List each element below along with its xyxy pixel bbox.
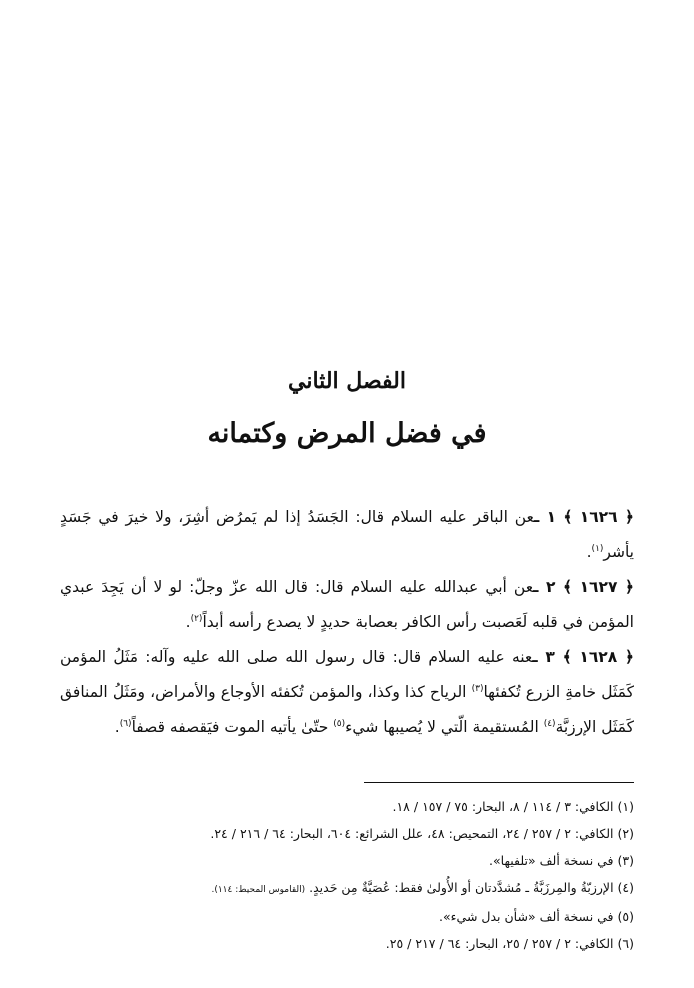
hadith-text: عن الباقر عليه السلام قال: الجَسَدُ إذا لم يَمرُض أشِرَ، ولا خيرَ في جَسَدٍ يأشر <box>60 508 634 561</box>
hadith-text: المُستقيمة الّتي لا يُصيبها شيء <box>345 718 544 736</box>
footnote-2: (٢) الكافي: ٢ / ٢٥٧ / ٢٤، التمحيص: ٤٨، علل الشرائع: ٦٠٤، البحار: ٦٤ / ٢١٦ / ٢٤. <box>210 826 634 841</box>
footnote-4 <box>60 876 634 902</box>
footnote-4-text: (٤) الإرزبّةُ والمِرزَبَّةُ ـ مُشدَّدتان أو الأُولىٰ فقط: عُصَيَّةٌ مِن حَديدٍ. <box>309 880 634 895</box>
hadith-text: الرياح كذا وكذا، والمؤمن تُكفئه الأوجاع والأمراض، ومَثَلُ المنافق كَمَثَل الإرزبَّة <box>60 683 634 736</box>
footnote-ref: (٢) <box>190 613 203 624</box>
hadith-1627 <box>60 570 634 640</box>
hadith-text: عنه عليه السلام قال: قال رسول الله صلى الله عليه وآله: مَثَلُ المؤمن كَمَثَل خامةِ الزرع تُكفئها <box>60 648 634 701</box>
hadith-tail: . <box>586 543 592 561</box>
hadith-text: عن أبي عبدالله عليه السلام قال: قال الله عزّ وجلّ: لو لا أن يَجِدَ عبدي المؤمن في قلبه لَعَصبت رأس الكافر بعصابة حديدٍ لا يصدع رأسه أبداً <box>60 578 634 631</box>
footnotes <box>60 795 634 959</box>
hadith-number: ﴿ ١٦٢٦ ﴾ ١ ـ <box>534 508 634 526</box>
footnote-ref: (١) <box>591 543 604 554</box>
footnote-6: (٦) الكافي: ٢ / ٢٥٧ / ٢٥، البحار: ٦٤ / ٢١٧ / ٢٥. <box>385 936 634 951</box>
chapter-label: الفصل الثاني <box>288 368 406 394</box>
footnote-3: (٣) في نسخة ألف «تلفيها». <box>489 853 634 868</box>
footnote-ref: (٤) <box>543 718 556 729</box>
footnote-divider <box>364 782 634 783</box>
hadith-text: حتّىٰ يأتيه الموت فيَقصفه قصفاً <box>131 718 334 736</box>
hadith-body <box>60 500 634 745</box>
footnote-ref: (٣) <box>471 683 484 694</box>
footnote-5: (٥) في نسخة ألف «شأن بدل شيء». <box>439 909 634 924</box>
footnote-1: (١) الكافي: ٣ / ١١٤ / ٨، البحار: ٧٥ / ١٥٧ / ١٨. <box>392 799 634 814</box>
hadith-number: ﴿ ١٦٢٧ ﴾ ٢ ـ <box>533 578 634 596</box>
footnote-4-source: (القاموس المحيط: ١١٤). <box>211 885 306 895</box>
footnote-ref: (٦) <box>119 718 132 729</box>
hadith-tail: . <box>114 718 120 736</box>
chapter-title: في فضل المرض وكتمانه <box>207 418 487 449</box>
hadith-tail: . <box>185 613 191 631</box>
hadith-1628 <box>60 640 634 745</box>
hadith-1626 <box>60 500 634 570</box>
footnote-ref: (٥) <box>333 718 346 729</box>
hadith-number: ﴿ ١٦٢٨ ﴾ ٣ ـ <box>532 648 634 666</box>
